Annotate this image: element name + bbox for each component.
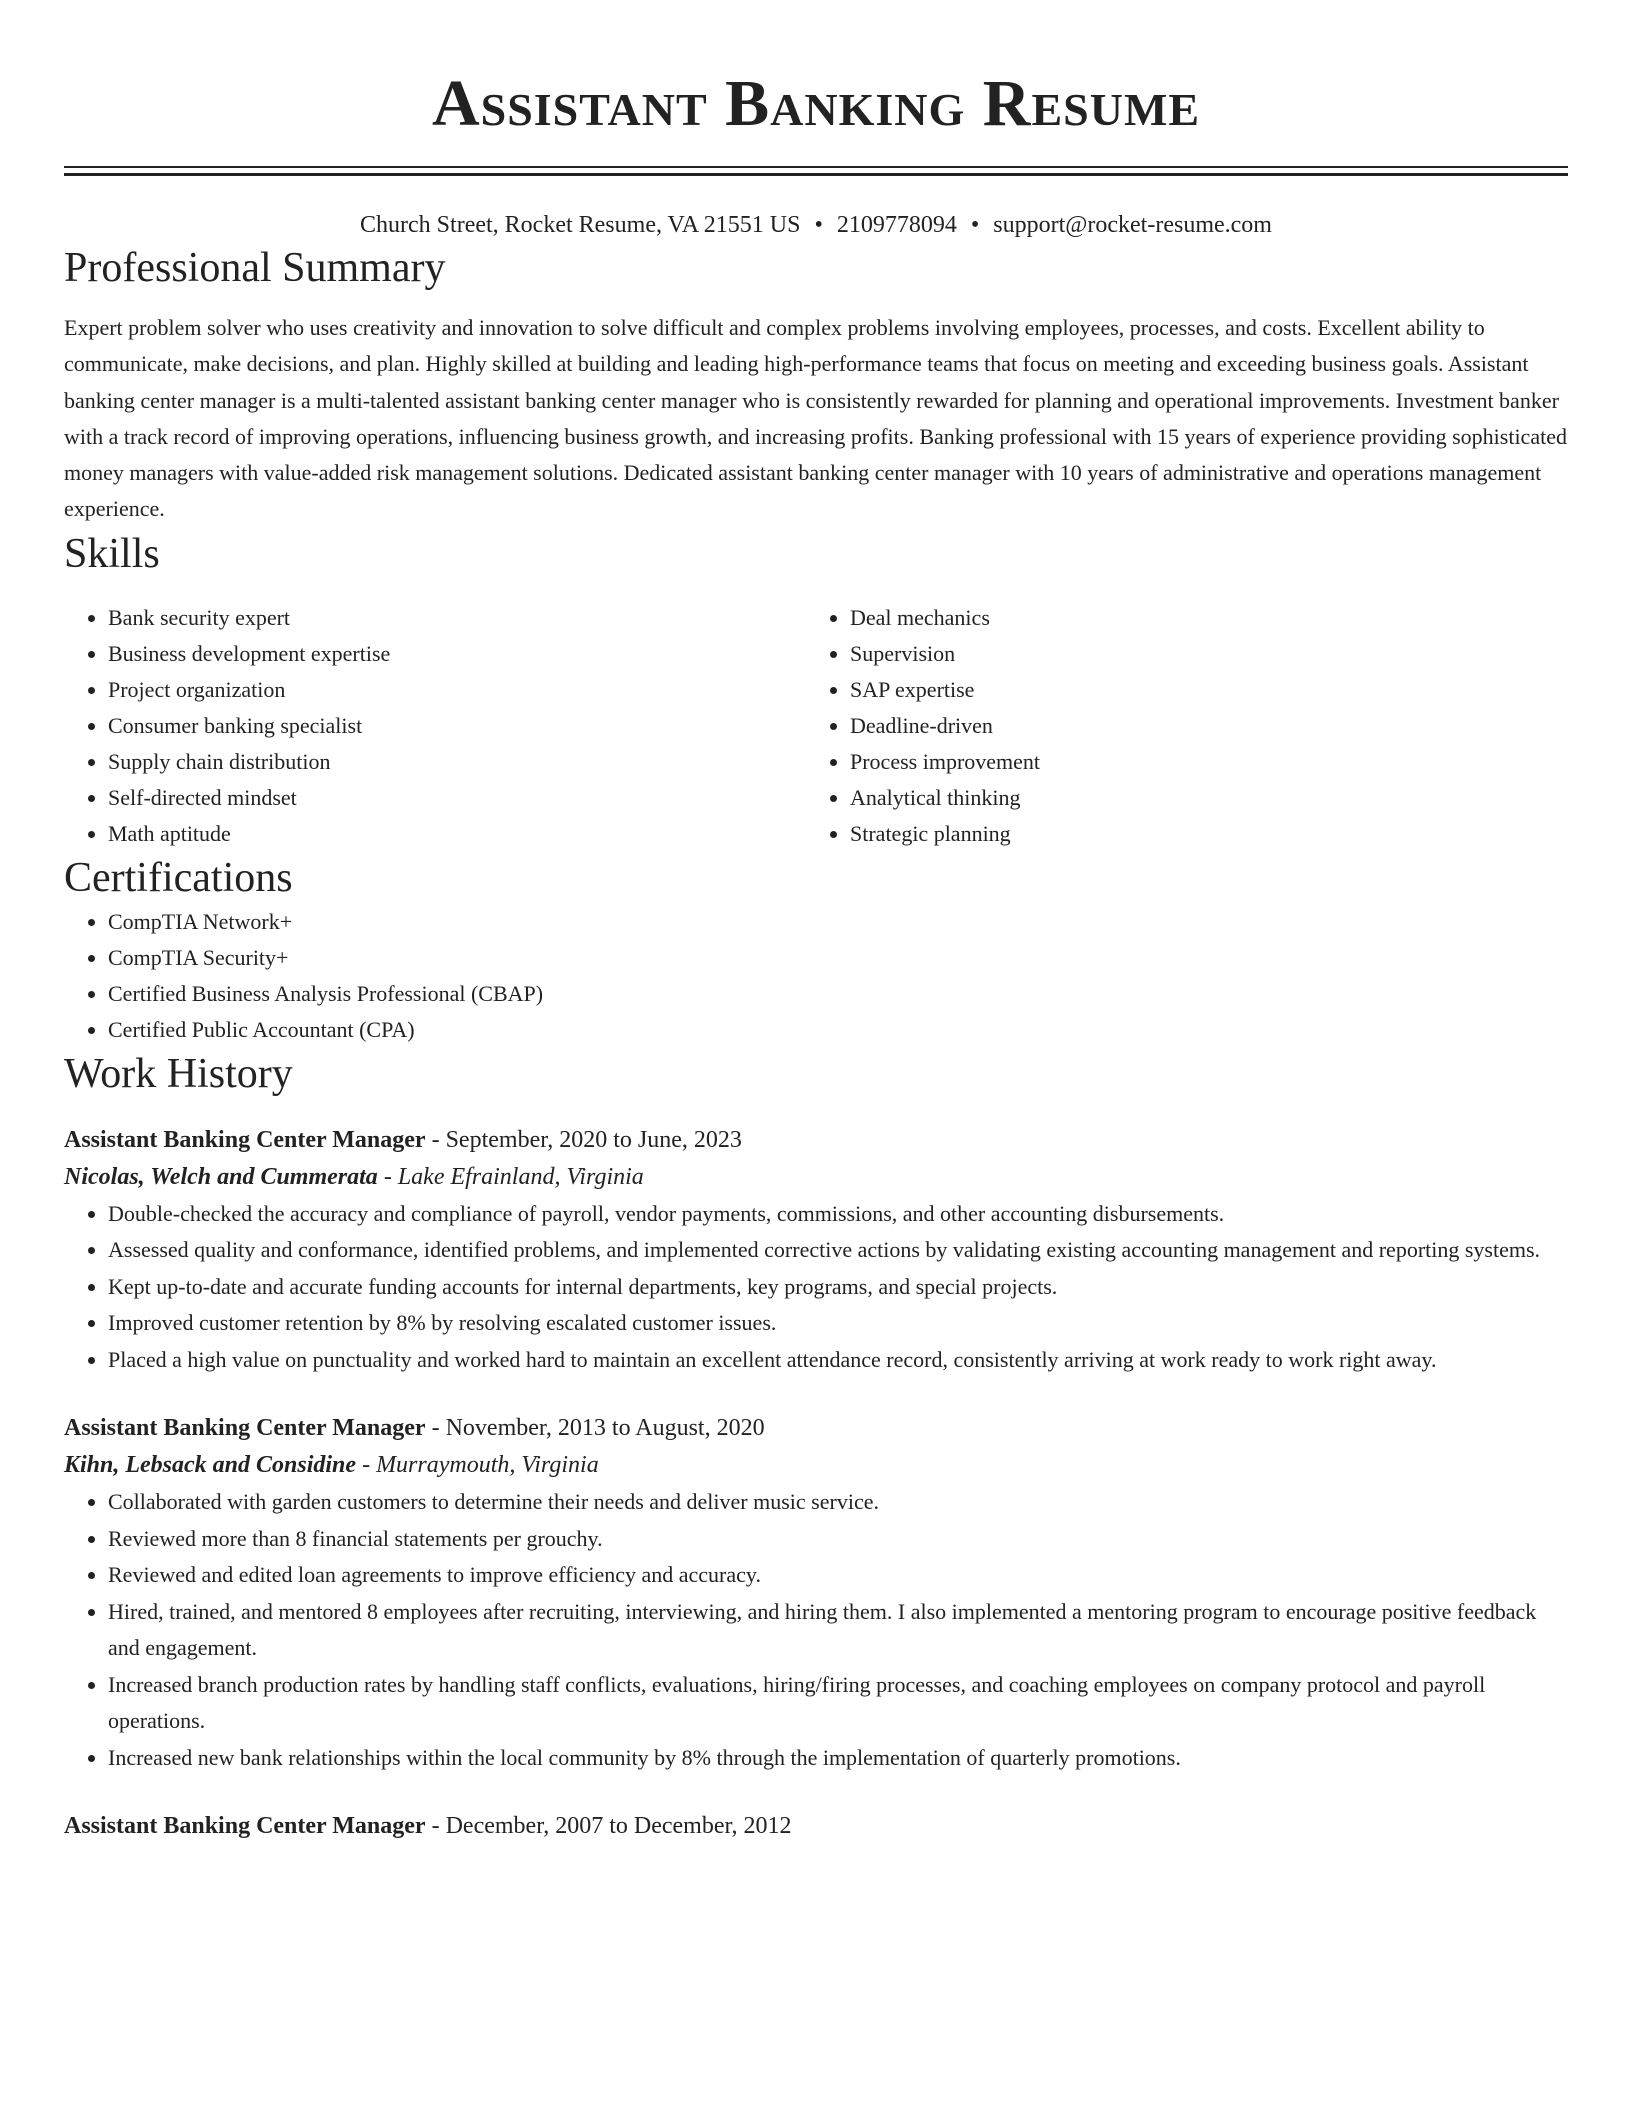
- job-bullet: • Hired, trained, and mentored 8 employees after recruiting, interviewing, and hiring them. I also implemented a mentoring program to encourage positive feedback and engagement.: [108, 1594, 1568, 1667]
- job-title-line: [64, 1122, 1568, 1158]
- skill-item: • Analytical thinking: [850, 780, 1548, 816]
- resume-title: Assistant Banking Resume: [431, 67, 1201, 140]
- skill-item: • Supervision: [850, 636, 1548, 672]
- skills-columns: [64, 600, 1568, 852]
- contact-address: Church Street, Rocket Resume, VA 21551 US: [360, 212, 801, 238]
- contact-phone: 2109778094: [836, 212, 957, 238]
- certification-item: • Certified Public Accountant (CPA): [108, 1012, 1568, 1048]
- job-company: Nicolas, Welch and Cummerata: [64, 1163, 378, 1190]
- contact-separator: •: [814, 212, 823, 238]
- job-dates: September, 2020 to June, 2023: [445, 1126, 742, 1153]
- certification-item: • CompTIA Network+: [108, 904, 1568, 940]
- job-bullet: • Double-checked the accuracy and compliance of payroll, vendor payments, commissions, and other accounting disbursements.: [108, 1196, 1568, 1233]
- job-role: Assistant Banking Center Manager: [64, 1415, 426, 1442]
- skills-heading: Skills: [64, 530, 160, 577]
- job-location: Lake Efrainland, Virginia: [397, 1163, 644, 1190]
- skill-item: • Business development expertise: [108, 636, 806, 672]
- skill-item: • Supply chain distribution: [108, 744, 806, 780]
- certifications-list: [64, 904, 1568, 1048]
- work-history-heading: Work History: [64, 1050, 293, 1097]
- job-title-line: [64, 1808, 1568, 1844]
- job-role: Assistant Banking Center Manager: [64, 1126, 426, 1153]
- skill-item: • Bank security expert: [108, 600, 806, 636]
- job-bullet: • Increased new bank relationships within the local community by 8% through the implementation of quarterly promotions.: [108, 1740, 1568, 1777]
- resume-page: [64, 0, 1568, 1844]
- skills-column-right: [806, 600, 1548, 852]
- skill-item: • Self-directed mindset: [108, 780, 806, 816]
- job-entry: [64, 1410, 1568, 1776]
- contact-email: support@rocket-resume.com: [993, 212, 1272, 238]
- skill-item: • Consumer banking specialist: [108, 708, 806, 744]
- job-bullet: • Improved customer retention by 8% by resolving escalated customer issues.: [108, 1305, 1568, 1342]
- job-title-line: [64, 1410, 1568, 1446]
- job-entry: [64, 1122, 1568, 1379]
- skill-item: • Deal mechanics: [850, 600, 1548, 636]
- job-bullet: • Reviewed more than 8 financial statements per grouchy.: [108, 1521, 1568, 1558]
- title-double-rule: [64, 166, 1568, 176]
- skill-item: • Math aptitude: [108, 816, 806, 852]
- skills-list-left: [64, 600, 806, 852]
- job-dash: -: [377, 1163, 398, 1190]
- contact-line: [64, 208, 1568, 242]
- skill-item: • Project organization: [108, 672, 806, 708]
- skill-item: • Process improvement: [850, 744, 1548, 780]
- job-dash: -: [425, 1126, 446, 1153]
- certifications-heading: Certifications: [64, 854, 293, 901]
- job-bullet: • Kept up-to-date and accurate funding accounts for internal departments, key programs, and special projects.: [108, 1269, 1568, 1306]
- job-location: Murraymouth, Virginia: [376, 1452, 599, 1479]
- summary-heading: Professional Summary: [64, 245, 446, 291]
- job-dash: -: [425, 1813, 446, 1840]
- job-dates: November, 2013 to August, 2020: [445, 1415, 765, 1442]
- job-bullet: • Reviewed and edited loan agreements to improve efficiency and accuracy.: [108, 1557, 1568, 1594]
- contact-separator: •: [970, 212, 980, 238]
- certification-item: • CompTIA Security+: [108, 940, 1568, 976]
- skill-item: • Strategic planning: [850, 816, 1548, 852]
- skill-item: • Deadline-driven: [850, 708, 1548, 744]
- job-bullet: • Assessed quality and conformance, identified problems, and implemented corrective actions by validating existing accounting management and reporting systems.: [108, 1232, 1568, 1269]
- job-company: Kihn, Lebsack and Considine: [64, 1452, 357, 1479]
- certification-item: • Certified Business Analysis Professional (CBAP): [108, 976, 1568, 1012]
- job-company-line: [64, 1158, 1568, 1196]
- job-bullets: [64, 1484, 1568, 1776]
- job-bullet: • Placed a high value on punctuality and worked hard to maintain an excellent attendance record, consistently arriving at work ready to work right away.: [108, 1342, 1568, 1379]
- job-bullet: • Collaborated with garden customers to determine their needs and deliver music service.: [108, 1484, 1568, 1521]
- job-dates: December, 2007 to December, 2012: [445, 1813, 792, 1840]
- job-bullets: [64, 1196, 1568, 1379]
- skill-item: • SAP expertise: [850, 672, 1548, 708]
- job-bullet: • Increased branch production rates by handling staff conflicts, evaluations, hiring/firing processes, and coaching employees on company protocol and payroll operations.: [108, 1667, 1568, 1740]
- job-dash: -: [356, 1452, 377, 1479]
- job-dash: -: [425, 1415, 446, 1442]
- job-role: Assistant Banking Center Manager: [64, 1813, 426, 1840]
- skills-column-left: [64, 600, 806, 852]
- job-company-line: [64, 1446, 1568, 1484]
- skills-list-right: [806, 600, 1548, 852]
- summary-text: Expert problem solver who uses creativity and innovation to solve difficult and complex problems involving employees, processes, and costs. Excellent ability to communicate, make decisions, and plan. Highly skilled at building and leading high-performance teams that focus on meeting and exceeding business goals. Assistant banking center manager is a multi-talented assistant banking center manager who is consistently rewarded for planning and operational improvements. Investment banker with a track record of improving operations, influencing business growth, and increasing profits. Banking professional with 15 years of experience providing sophisticated money managers with value-added risk management solutions. Dedicated assistant banking center manager with 10 years of administrative and operations management experience.: [64, 315, 1567, 522]
- job-entry: [64, 1808, 1568, 1844]
